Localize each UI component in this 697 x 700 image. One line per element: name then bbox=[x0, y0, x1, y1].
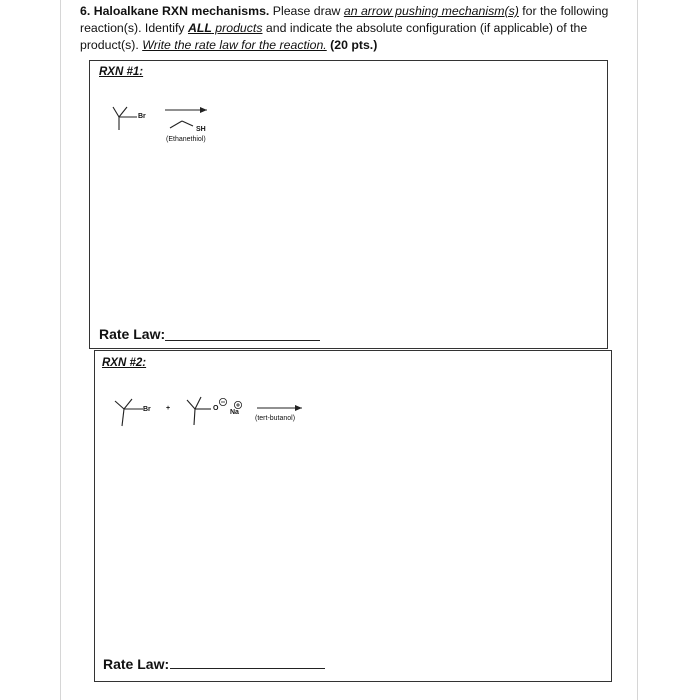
rxn1-label: RXN #1: bbox=[99, 66, 144, 78]
rxn1-reagent-name: (Ethanethiol) bbox=[166, 136, 206, 143]
bond bbox=[119, 107, 127, 117]
bond bbox=[187, 400, 195, 409]
rxn2-reaction-arrow bbox=[252, 402, 312, 414]
page-edge-right bbox=[637, 0, 638, 700]
emphasis-rate-law: Write the rate law for the reaction. bbox=[142, 38, 327, 52]
emphasis-all: ALL bbox=[187, 21, 212, 35]
rxn2-counter-ion: Na bbox=[230, 409, 239, 416]
rxn1-substrate-structure bbox=[100, 100, 160, 140]
bond bbox=[124, 399, 132, 409]
rxn2-br-label: Br bbox=[143, 406, 151, 413]
bond bbox=[115, 401, 124, 409]
rxn2-substrate-structure bbox=[105, 388, 165, 433]
arrow-head bbox=[200, 107, 207, 113]
bond bbox=[113, 107, 119, 117]
bond bbox=[170, 121, 182, 128]
rxn1-rate-law-blank[interactable] bbox=[165, 340, 320, 341]
rxn2-plus: + bbox=[166, 405, 171, 412]
question-number: 6. bbox=[80, 4, 91, 18]
rxn2-solvent: (tert-butanol) bbox=[255, 415, 296, 422]
bond bbox=[182, 121, 193, 126]
bond bbox=[195, 397, 201, 409]
emphasis-mechanism: an arrow pushing mechanism(s) bbox=[343, 4, 519, 18]
question-title: Haloalkane RXN mechanisms. bbox=[93, 4, 270, 18]
points: (20 pts.) bbox=[326, 38, 378, 52]
rxn1-br-label: Br bbox=[138, 113, 146, 120]
rxn2-oxygen-label: O bbox=[213, 405, 219, 412]
bond bbox=[122, 409, 124, 426]
question-text: 6. Haloalkane RXN mechanisms. Please draw an arrow pushing mechanism(s) for the following reaction(s). Identify ALL products and indicate the absolute configuration (if applicable) of the product(s). Write the rate law for the reaction. (20 pts.) bbox=[80, 4, 609, 52]
rxn1-rate-law-label: Rate Law: bbox=[99, 326, 166, 342]
negative-charge-icon bbox=[217, 396, 229, 408]
rxn1-arrow-and-reagent bbox=[160, 104, 220, 134]
positive-charge-icon bbox=[232, 399, 244, 411]
rxn2-rate-law-label: Rate Law: bbox=[103, 656, 170, 672]
rxn2-answer-box[interactable] bbox=[94, 350, 612, 682]
rxn2-label: RXN #2: bbox=[102, 357, 147, 369]
rxn1-sh-label: SH bbox=[196, 126, 206, 133]
bond bbox=[194, 409, 195, 425]
page-edge-left bbox=[60, 0, 61, 700]
rxn2-rate-law-blank[interactable] bbox=[170, 668, 325, 669]
emphasis-products: products bbox=[211, 21, 263, 35]
